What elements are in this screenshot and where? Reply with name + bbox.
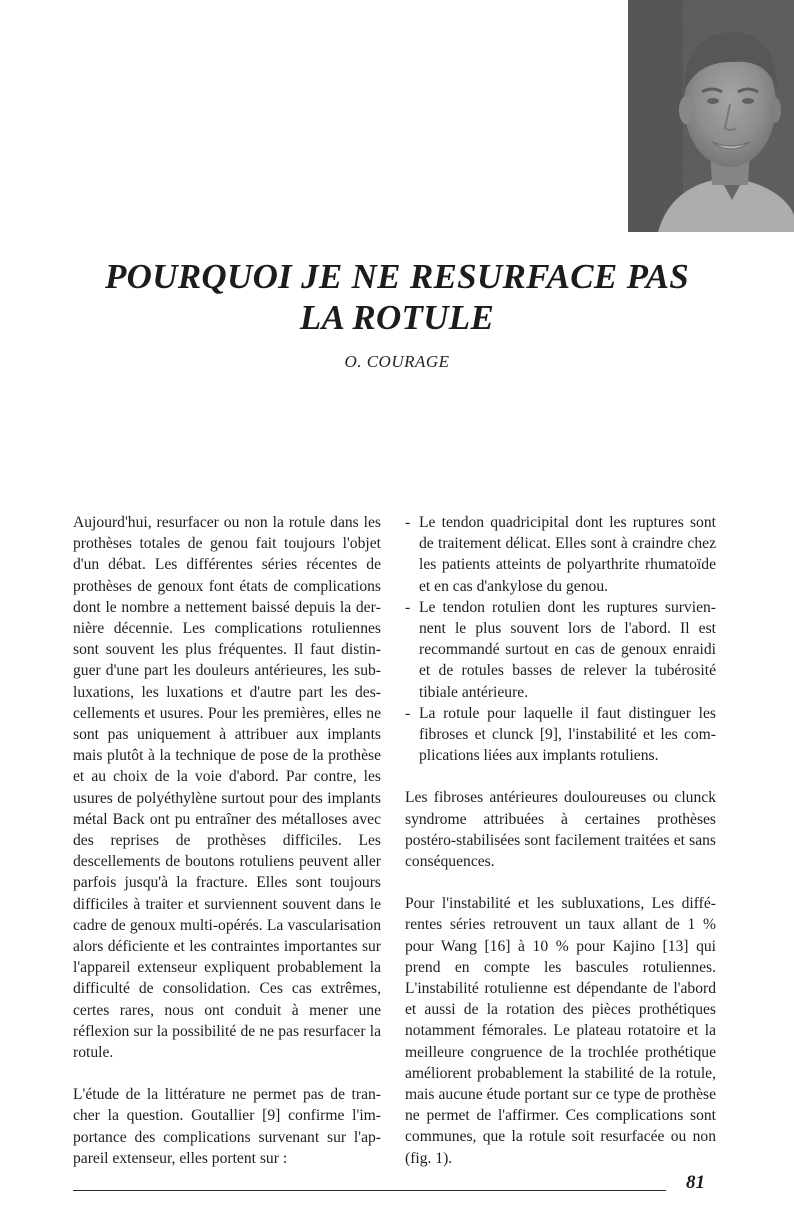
author-photo [628, 0, 794, 232]
left-column [73, 512, 381, 1169]
list-item-text: Le tendon quadricipital dont les ruptures sont de traitement délicat. Elles sont à craindre chez les patients atteints de polyarthrite rhumatoïde et en cas d'ankylose du genou. [419, 514, 716, 595]
list-item [405, 703, 716, 767]
list-item [405, 597, 716, 703]
footer-rule [73, 1190, 666, 1191]
title-line-2: LA ROTULE [299, 298, 495, 337]
article-title [60, 256, 734, 338]
list-item [405, 512, 716, 597]
body-paragraph: Pour l'instabilité et les subluxations, Les différentes séries retrouvent un taux allant de 1 % pour Wang [16] à 10 % pour Kajino [13] qui prend en compte les bascules rotuliennes. L'instabilité rotulienne est dépendante de l'abord et aussi de la rotation des pièces prothétiques notamment fémorales. Le plateau rotatoire et la meilleure congruence de la trochlée prothétique améliorent probablement la stabilité de la rotule, mais aucune étude portant sur ce type de prothèse ne permet de l'affirmer. Ces complications sont communes, que la rotule soit resurfacée ou non (fig. 1). [405, 895, 716, 1167]
body-paragraph: Les fibroses antérieures douloureuses ou clunck syndrome attribuées à certaines prothèses postéro-stabilisées sont facilement traitées et sans conséquences. [405, 789, 716, 871]
body-paragraph: L'étude de la littérature ne permet pas de trancher la question. Goutallier [9] confirme l'importance des complications survenant sur l'appareil extenseur, elles portent sur : [73, 1086, 381, 1167]
title-line-1: POURQUOI JE NE RESURFACE PAS [104, 257, 690, 296]
list-item-text: Le tendon rotulien dont les ruptures surviennent le plus souvent lors de l'abord. Il est recommandé surtout en cas de genoux enraidi et de rotules basses de relever la tubérosité tibiale antérieure. [419, 598, 716, 701]
author-name: O. COURAGE [344, 352, 450, 371]
list-item-text: La rotule pour laquelle il faut distinguer les fibroses et clunck [9], l'instabilité et les complications liées aux implants rotuliens. [419, 704, 716, 765]
complication-list [405, 512, 716, 766]
page-number: 81 [686, 1172, 705, 1193]
right-column [405, 512, 716, 1169]
list-dash: - [405, 514, 411, 531]
list-dash: - [405, 704, 411, 722]
body-paragraph: Aujourd'hui, resurfacer ou non la rotule dans les prothèses totales de genou fait toujours l'objet d'un débat. Les différentes séries récentes de prothèses de genoux font états de complications dont le nombre a nettement baissé depuis la dernière décennie. Les complications rotuliennes sont souvent les plus fréquentes. Il faut distinguer d'une part les douleurs antérieures, les subluxations, les luxations et d'autre part les descellements et usures. Pour les premières, elles ne sont pas uniquement à attribuer aux implants mais plutôt à la technique de pose de la prothèse et au choix de la voie d'abord. Par contre, les usures de polyéthylène surtout pour des implants métal Back ont pu entraîner des métalloses avec des reprises de prothèses difficiles. Les descellements de boutons rotuliens peuvent aller parfois jusqu'à la fracture. Elles sont toujours difficiles à traiter et surviennent souvent dans le cadre de genoux multi-opérés. La vascularisation alors déficiente et les contraintes importantes sur l'appareil extenseur expliquent probablement la difficulté de consolidation. Ces cas extrêmes, certes rares, nous ont conduit à mener une réflexion sur la possibilité de ne pas resurfacer la rotule. [73, 514, 381, 1062]
list-dash: - [405, 598, 411, 616]
